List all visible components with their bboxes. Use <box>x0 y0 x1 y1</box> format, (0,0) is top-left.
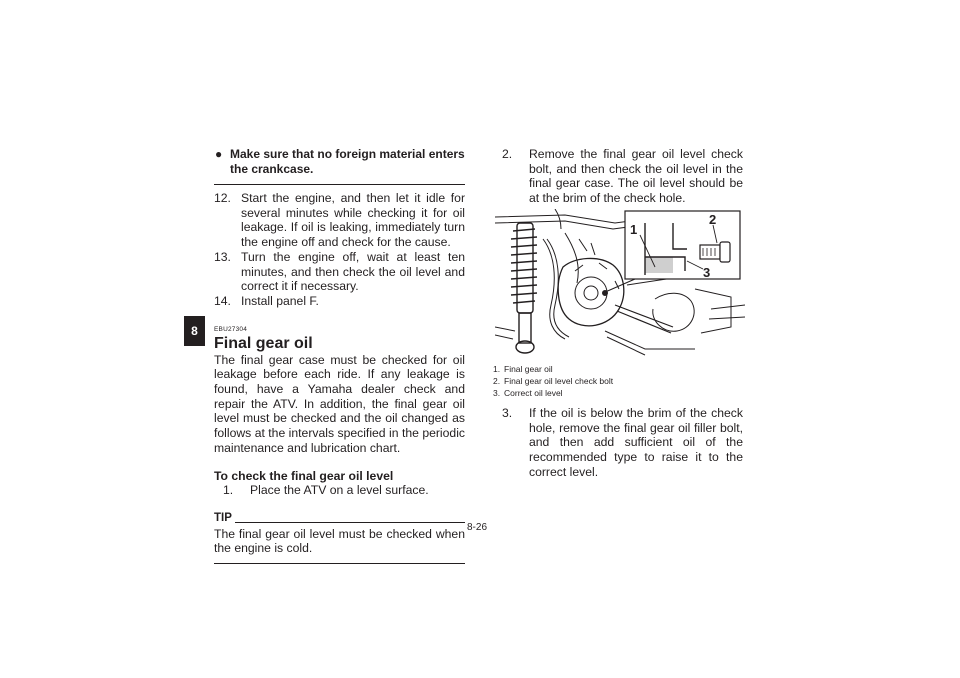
warning-text: Make sure that no foreign material enters the crankcase. <box>230 147 465 176</box>
figure-label-2: 2 <box>709 211 717 227</box>
warning-item <box>214 147 465 177</box>
caption-item <box>493 363 743 375</box>
step-1 <box>223 483 465 498</box>
caption-item <box>493 387 743 399</box>
caption-text: Final gear oil level check bolt <box>504 375 614 386</box>
step-text: If the oil is below the brim of the check hole, remove the final gear oil filler bolt, and then add sufficient oil of the recommended type to raise it to the correct level. <box>529 405 743 479</box>
caption-item <box>493 375 743 387</box>
figure-label-3: 3 <box>703 264 711 280</box>
warning-end-rule <box>214 184 465 185</box>
left-column <box>214 147 465 564</box>
step-2 <box>502 147 743 206</box>
figure-label-1: 1 <box>630 221 638 237</box>
tip-label: TIP <box>214 511 232 524</box>
caption-text: Final gear oil <box>504 363 553 374</box>
step-text: Remove the final gear oil level check bolt, and then check the oil level in the final gear case. The oil level should be at the brim of the check hole. <box>529 147 743 206</box>
shock-absorber <box>511 223 537 353</box>
caption-number: 3. <box>493 387 501 398</box>
bullet-icon: ● <box>215 147 223 161</box>
step-list <box>214 191 465 309</box>
step-14 <box>214 294 465 309</box>
tip-text: The final gear oil level must be checked when the engine is cold. <box>214 526 465 556</box>
caption-number: 2. <box>493 375 501 386</box>
sub-heading: To check the final gear oil level <box>214 468 394 483</box>
step-text: Start the engine, and then let it idle for several minutes while checking it for oil leakage. If oil is leaking, immediately turn the engine off and check for the cause. <box>241 191 465 250</box>
step-13 <box>214 250 465 294</box>
step-text: Place the ATV on a level surface. <box>250 483 429 498</box>
tip-rule <box>235 522 465 523</box>
step-12 <box>214 191 465 250</box>
final-gear-illustration <box>495 209 745 357</box>
section-heading: Final gear oil <box>214 334 313 352</box>
caption-text: Correct oil level <box>504 387 563 398</box>
inset-detail <box>625 211 740 279</box>
section-tab: 8 <box>184 316 205 346</box>
page-number: 8-26 <box>467 522 488 533</box>
step-number: 2. <box>502 147 513 161</box>
tip-end-rule <box>214 563 465 564</box>
step-number: 3. <box>502 405 513 420</box>
caption-number: 1. <box>493 363 501 374</box>
step-number: 12. <box>214 191 231 205</box>
tip-header <box>214 511 465 526</box>
atv-rear-drawing <box>495 209 745 357</box>
right-column <box>493 147 743 479</box>
step-3 <box>502 406 743 480</box>
figure-captions <box>493 363 743 399</box>
step-number: 1. <box>223 483 234 498</box>
step-text: Install panel F. <box>241 293 319 308</box>
step-number: 13. <box>214 249 231 264</box>
step-text: Turn the engine off, wait at least ten minutes, and then check the oil level and correct it if necessary. <box>241 249 465 294</box>
step-number: 14. <box>214 293 231 308</box>
reference-code: EBU27304 <box>214 325 248 333</box>
intro-paragraph: The final gear case must be checked for oil leakage before each ride. If any leakage is found, have a Yamaha dealer check and repair the ATV. In addition, the final gear oil level must be checked and the oil changed as follows at the intervals specified in the periodic maintenance and lubrication chart. <box>214 352 465 455</box>
